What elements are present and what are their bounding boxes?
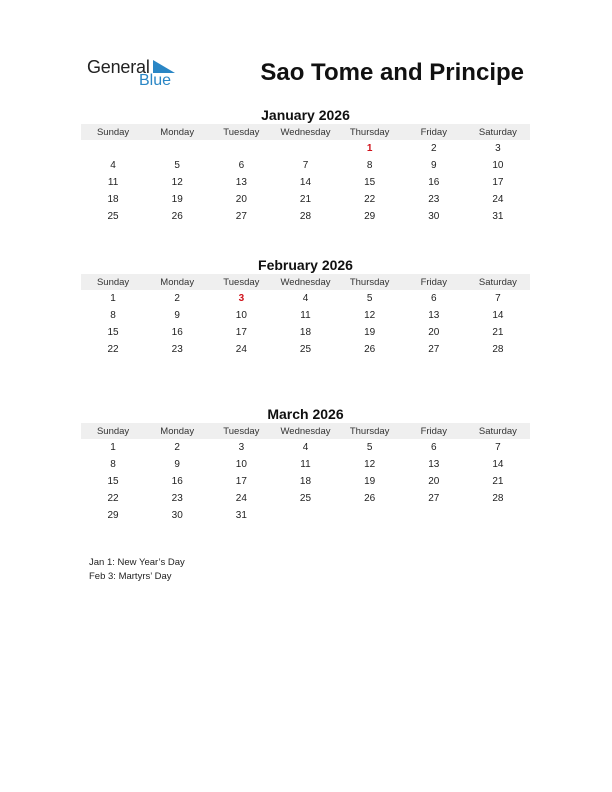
day-cell: 17 bbox=[235, 327, 247, 338]
day-cell: 8 bbox=[110, 310, 116, 321]
day-cell: 1 bbox=[110, 442, 116, 453]
day-cell: 29 bbox=[107, 510, 119, 521]
week-row bbox=[81, 341, 530, 358]
day-cell: 14 bbox=[492, 310, 504, 321]
generalblue-logo bbox=[87, 55, 187, 93]
week-row bbox=[81, 324, 530, 341]
day-cell: 26 bbox=[171, 211, 183, 222]
day-cell: 30 bbox=[428, 211, 440, 222]
day-cell: 11 bbox=[107, 177, 119, 188]
day-cell: 8 bbox=[366, 160, 373, 171]
day-cell: 7 bbox=[495, 293, 501, 304]
weekday-label: Saturday bbox=[478, 425, 517, 437]
weekday-label: Tuesday bbox=[223, 126, 260, 138]
weekday-label: Saturday bbox=[478, 126, 517, 138]
day-cell: 22 bbox=[107, 493, 119, 504]
week-row bbox=[81, 140, 530, 157]
day-cell: 25 bbox=[107, 211, 119, 222]
month-calendar-january bbox=[81, 106, 530, 225]
weekday-label: Thursday bbox=[349, 126, 390, 138]
day-cell: 28 bbox=[492, 493, 504, 504]
week-row bbox=[81, 473, 530, 490]
day-cell: 15 bbox=[107, 476, 119, 487]
day-cell: 27 bbox=[428, 493, 440, 504]
day-cell: 5 bbox=[366, 293, 373, 304]
day-cell: 24 bbox=[235, 493, 247, 504]
day-cell: 20 bbox=[235, 194, 247, 205]
day-cell: 17 bbox=[492, 177, 504, 188]
day-cell: 31 bbox=[492, 211, 504, 222]
week-row bbox=[81, 208, 530, 225]
day-cell: 12 bbox=[364, 310, 376, 321]
day-cell: 18 bbox=[107, 194, 119, 205]
day-cell: 9 bbox=[174, 459, 180, 470]
weekday-header-row bbox=[81, 274, 530, 290]
day-cell: 17 bbox=[235, 476, 247, 487]
weekday-label: Friday bbox=[420, 276, 447, 288]
holiday-note: Feb 3: Martyrs’ Day bbox=[89, 571, 172, 582]
day-cell: 3 bbox=[495, 143, 501, 154]
week-row bbox=[81, 174, 530, 191]
day-cell: 27 bbox=[428, 344, 440, 355]
weekday-label: Monday bbox=[160, 425, 195, 437]
day-cell: 7 bbox=[495, 442, 501, 453]
holiday-notes bbox=[89, 556, 185, 584]
day-cell: 1 bbox=[110, 293, 116, 304]
day-cell: 4 bbox=[110, 160, 116, 171]
day-cell: 3 bbox=[238, 442, 245, 453]
day-cell: 23 bbox=[171, 493, 183, 504]
day-cell: 6 bbox=[430, 442, 437, 453]
month-title: February 2026 bbox=[258, 257, 353, 273]
day-cell: 3 bbox=[238, 293, 245, 304]
day-cell: 10 bbox=[492, 160, 504, 171]
logo-blue-text: Blue bbox=[139, 72, 172, 89]
day-cell: 26 bbox=[364, 344, 376, 355]
day-cell: 2 bbox=[430, 143, 437, 154]
day-cell: 19 bbox=[171, 194, 183, 205]
day-cell: 16 bbox=[171, 476, 183, 487]
weekday-label: Thursday bbox=[349, 425, 390, 437]
country-title: Sao Tome and Principe bbox=[260, 59, 524, 86]
day-cell: 19 bbox=[364, 327, 376, 338]
day-cell: 5 bbox=[366, 442, 373, 453]
day-cell: 10 bbox=[235, 310, 247, 321]
day-cell: 24 bbox=[235, 344, 247, 355]
day-cell: 2 bbox=[174, 293, 180, 304]
day-cell: 23 bbox=[428, 194, 440, 205]
day-cell: 5 bbox=[174, 160, 180, 171]
weekday-label: Tuesday bbox=[223, 276, 260, 288]
week-row bbox=[81, 307, 530, 324]
day-cell: 22 bbox=[107, 344, 119, 355]
weekday-label: Monday bbox=[160, 276, 195, 288]
day-cell: 10 bbox=[235, 459, 247, 470]
week-row bbox=[81, 439, 530, 456]
day-cell: 31 bbox=[235, 510, 247, 521]
day-cell: 7 bbox=[302, 160, 309, 171]
day-cell: 2 bbox=[174, 442, 180, 453]
day-cell: 21 bbox=[492, 476, 504, 487]
week-row bbox=[81, 456, 530, 473]
day-cell: 8 bbox=[110, 459, 116, 470]
day-cell: 23 bbox=[171, 344, 183, 355]
weekday-label: Sunday bbox=[96, 425, 130, 437]
day-cell: 19 bbox=[364, 476, 376, 487]
day-cell: 25 bbox=[299, 493, 312, 504]
day-cell: 14 bbox=[299, 177, 312, 188]
day-cell: 15 bbox=[364, 177, 376, 188]
day-cell: 20 bbox=[428, 476, 440, 487]
day-cell: 28 bbox=[492, 344, 504, 355]
weekday-label: Monday bbox=[160, 126, 195, 138]
day-cell: 20 bbox=[428, 327, 440, 338]
day-cell: 30 bbox=[171, 510, 183, 521]
weekday-header-row bbox=[81, 423, 530, 439]
day-cell: 21 bbox=[492, 327, 504, 338]
week-row bbox=[81, 191, 530, 208]
weekday-label: Saturday bbox=[478, 276, 517, 288]
week-row bbox=[81, 507, 530, 524]
day-cell: 4 bbox=[302, 442, 309, 453]
weekday-header-row bbox=[81, 124, 530, 140]
month-title: March 2026 bbox=[267, 406, 344, 422]
day-cell: 12 bbox=[364, 459, 376, 470]
weekday-label: Friday bbox=[420, 126, 447, 138]
day-cell: 9 bbox=[430, 160, 437, 171]
weekday-label: Wednesday bbox=[280, 126, 331, 138]
day-cell: 14 bbox=[492, 459, 504, 470]
day-cell: 16 bbox=[171, 327, 183, 338]
day-cell: 24 bbox=[492, 194, 504, 205]
logo-general-text: General bbox=[87, 57, 150, 77]
weekday-label: Sunday bbox=[96, 126, 130, 138]
day-cell: 27 bbox=[235, 211, 247, 222]
day-cell: 25 bbox=[299, 344, 312, 355]
day-cell: 4 bbox=[302, 293, 309, 304]
weekday-label: Wednesday bbox=[280, 276, 331, 288]
day-cell: 21 bbox=[299, 194, 312, 205]
day-cell: 29 bbox=[364, 211, 376, 222]
weekday-label: Tuesday bbox=[223, 425, 260, 437]
week-row bbox=[81, 490, 530, 507]
weekday-label: Thursday bbox=[349, 276, 390, 288]
day-cell: 6 bbox=[238, 160, 245, 171]
day-cell: 16 bbox=[428, 177, 440, 188]
day-cell: 1 bbox=[366, 143, 373, 154]
day-cell: 28 bbox=[299, 211, 312, 222]
day-cell: 22 bbox=[364, 194, 376, 205]
day-cell: 13 bbox=[428, 310, 440, 321]
day-cell: 15 bbox=[107, 327, 119, 338]
day-cell: 13 bbox=[235, 177, 247, 188]
weekday-label: Wednesday bbox=[280, 425, 331, 437]
day-cell: 11 bbox=[300, 459, 311, 470]
day-cell: 12 bbox=[171, 177, 183, 188]
week-row bbox=[81, 290, 530, 307]
weekday-label: Sunday bbox=[96, 276, 130, 288]
month-calendar-march bbox=[81, 405, 530, 524]
weekday-label: Friday bbox=[420, 425, 447, 437]
day-cell: 9 bbox=[174, 310, 180, 321]
month-title: January 2026 bbox=[261, 107, 350, 123]
day-cell: 26 bbox=[364, 493, 376, 504]
week-row bbox=[81, 157, 530, 174]
day-cell: 18 bbox=[299, 327, 312, 338]
day-cell: 11 bbox=[300, 310, 311, 321]
day-cell: 18 bbox=[299, 476, 312, 487]
holiday-note: Jan 1: New Year’s Day bbox=[89, 557, 185, 568]
day-cell: 13 bbox=[428, 459, 440, 470]
month-calendar-february bbox=[81, 256, 530, 358]
day-cell: 6 bbox=[430, 293, 437, 304]
